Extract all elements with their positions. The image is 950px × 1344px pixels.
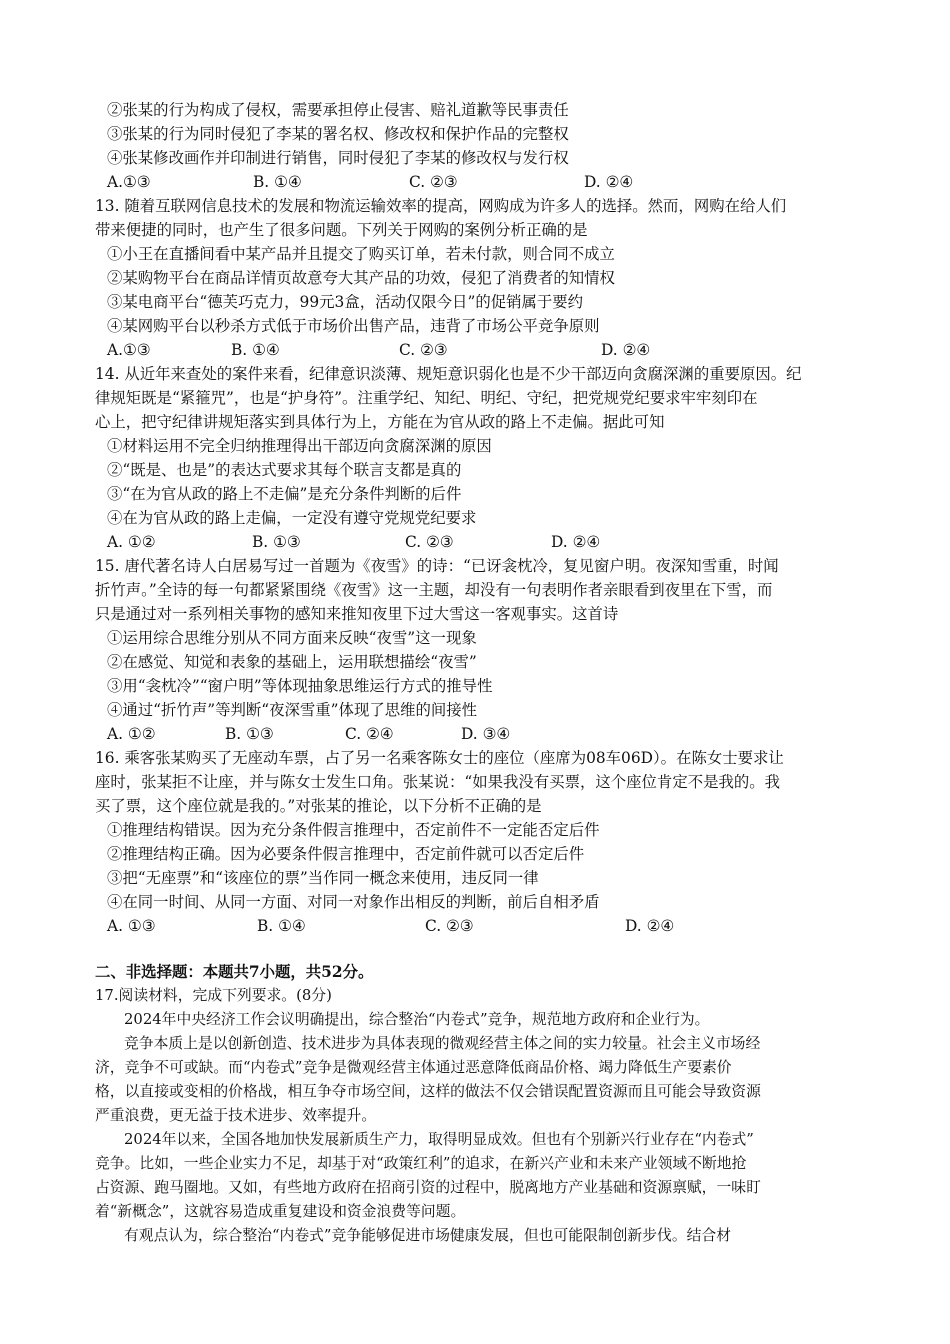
q15-stem-line-2: 折竹声。”全诗的每一句都紧紧围绕《夜雪》这一主题，却没有一句表明作者亲眼看到夜里在下雪，而 — [95, 581, 773, 599]
q12-choice-c[interactable]: C. ②③ — [409, 173, 458, 191]
q15-statement-4: ④通过“折竹声”等判断“夜深雪重”体现了思维的间接性 — [107, 701, 478, 719]
q14-choice-a[interactable]: A. ①② — [107, 533, 156, 551]
q13-choices — [107, 340, 707, 360]
q15-choice-d[interactable]: D. ③④ — [461, 725, 511, 743]
q16-choice-a[interactable]: A. ①③ — [107, 917, 156, 935]
q14-choices — [107, 532, 707, 552]
q16-stem-line-1: 16. 乘客张某购买了无座动车票，占了另一名乘客陈女士的座位（座席为08车06D）。在陈女士要求让 — [95, 749, 784, 767]
q14-choice-b[interactable]: B. ①③ — [252, 533, 301, 551]
q17-line-4: 格，以直接或变相的价格战，相互争夺市场空间，这样的做法不仅会错误配置资源而且可能会导致资源 — [95, 1083, 761, 1100]
q13-statement-2: ②某购物平台在商品详情页故意夸大其产品的功效，侵犯了消费者的知情权 — [107, 269, 615, 287]
q14-stem-line-3: 心上，把守纪律讲规矩落实到具体行为上，方能在为官从政的路上不走偏。据此可知 — [95, 413, 665, 431]
q17-line-8: 占资源、跑马圈地。又如，有些地方政府在招商引资的过程中，脱离地方产业基础和资源禀赋，一味盯 — [95, 1179, 761, 1196]
q17-header: 17.阅读材料，完成下列要求。(8分) — [95, 987, 332, 1004]
q14-stem-line-2: 律规矩既是“紧箍咒”，也是“护身符”。注重学纪、知纪、明纪、守纪，把党规党纪要求牢牢刻印在 — [95, 389, 758, 407]
q16-choice-b[interactable]: B. ①④ — [257, 917, 306, 935]
q16-stem-line-2: 座时，张某拒不让座，并与陈女士发生口角。张某说：“如果我没有买票，这个座位肯定不是我的。我 — [95, 773, 781, 791]
q16-statement-4: ④在同一时间、从同一方面、对同一对象作出相反的判断，前后自相矛盾 — [107, 893, 600, 911]
q12-statement-3: ③张某的行为同时侵犯了李某的署名权、修改权和保护作品的完整权 — [107, 125, 569, 143]
q16-statement-2: ②推理结构正确。因为必要条件假言推理中，否定前件就可以否定后件 — [107, 845, 585, 863]
q13-choice-b[interactable]: B. ①④ — [231, 341, 280, 359]
q14-statement-3: ③“在为官从政的路上不走偏”是充分条件判断的后件 — [107, 485, 462, 503]
q16-statement-3: ③把“无座票”和“该座位的票”当作同一概念来使用，违反同一律 — [107, 869, 539, 887]
q17-line-5: 严重浪费，更无益于技术进步、效率提升。 — [95, 1107, 377, 1124]
q13-statement-4: ④某网购平台以秒杀方式低于市场价出售产品，违背了市场公平竞争原则 — [107, 317, 600, 335]
q16-choice-d[interactable]: D. ②④ — [625, 917, 675, 935]
q17-line-1: 2024年中央经济工作会议明确提出，综合整治“内卷式”竞争，规范地方政府和企业行为。 — [124, 1011, 710, 1028]
q15-choice-a[interactable]: A. ①② — [107, 725, 156, 743]
q14-choice-d[interactable]: D. ②④ — [551, 533, 601, 551]
q13-choice-c[interactable]: C. ②③ — [399, 341, 448, 359]
q16-choice-c[interactable]: C. ②③ — [425, 917, 474, 935]
q14-statement-1: ①材料运用不完全归纳推理得出干部迈向贪腐深渊的原因 — [107, 437, 492, 455]
q15-choice-c[interactable]: C. ②④ — [345, 725, 394, 743]
q17-line-6: 2024年以来，全国各地加快发展新质生产力，取得明显成效。但也有个别新兴行业存在“内卷式” — [124, 1131, 754, 1148]
q13-stem-line-2: 带来便捷的同时，也产生了很多问题。下列关于网购的案例分析正确的是 — [95, 221, 588, 239]
q14-stem-line-1: 14. 从近年来查处的案件来看，纪律意识淡薄、规矩意识弱化也是不少干部迈向贪腐深渊的重要原因。纪 — [95, 365, 802, 383]
q13-statement-1: ①小王在直播间看中某产品并且提交了购买订单，若未付款，则合同不成立 — [107, 245, 615, 263]
q17-line-2: 竞争本质上是以创新创造、技术进步为具体表现的微观经营主体之间的实力较量。社会主义市场经 — [124, 1035, 761, 1052]
q12-statement-2: ②张某的行为构成了侵权，需要承担停止侵害、赔礼道歉等民事责任 — [107, 101, 569, 119]
q13-stem-line-1: 13. 随着互联网信息技术的发展和物流运输效率的提高，网购成为许多人的选择。然而，网购在给人们 — [95, 197, 787, 215]
q16-choices — [107, 916, 707, 936]
q12-choice-d[interactable]: D. ②④ — [584, 173, 634, 191]
q14-statement-2: ②“既是、也是”的表达式要求其每个联言支都是真的 — [107, 461, 462, 479]
q15-stem-line-3: 只是通过对一系列相关事物的感知来推知夜里下过大雪这一客观事实。这首诗 — [95, 605, 619, 623]
q12-choice-a[interactable]: A.①③ — [107, 173, 151, 191]
q16-statement-1: ①推理结构错误。因为充分条件假言推理中，否定前件不一定能否定后件 — [107, 821, 600, 839]
q15-statement-1: ①运用综合思维分别从不同方面来反映“夜雪”这一现象 — [107, 629, 477, 647]
q13-statement-3: ③某电商平台“德芙巧克力，99元3盒，活动仅限今日”的促销属于要约 — [107, 293, 584, 311]
q15-statement-3: ③用“衾枕冷”“窗户明”等体现抽象思维运行方式的推导性 — [107, 677, 493, 695]
q15-statement-2: ②在感觉、知觉和表象的基础上，运用联想描绘“夜雪” — [107, 653, 477, 671]
q14-choice-c[interactable]: C. ②③ — [405, 533, 454, 551]
q12-choice-b[interactable]: B. ①④ — [253, 173, 302, 191]
q13-choice-d[interactable]: D. ②④ — [601, 341, 651, 359]
q13-choice-a[interactable]: A.①③ — [107, 341, 151, 359]
q12-choices — [107, 172, 707, 192]
q17-line-9: 着“新概念”，这就容易造成重复建设和资金浪费等问题。 — [95, 1203, 466, 1220]
q17-line-3: 济，竞争不可或缺。而“内卷式”竞争是微观经营主体通过恶意降低商品价格、竭力降低生产要素价 — [95, 1059, 732, 1076]
q15-choices — [107, 724, 707, 744]
q14-statement-4: ④在为官从政的路上走偏，一定没有遵守党规党纪要求 — [107, 509, 477, 527]
q17-line-7: 竞争。比如，一些企业实力不足，却基于对“政策红利”的追求，在新兴产业和未来产业领域不断地抢 — [95, 1155, 747, 1172]
q16-stem-line-3: 买了票，这个座位就是我的。”对张某的推论，以下分析不正确的是 — [95, 797, 542, 815]
q15-choice-b[interactable]: B. ①③ — [225, 725, 274, 743]
q12-statement-4: ④张某修改画作并印制进行销售，同时侵犯了李某的修改权与发行权 — [107, 149, 569, 167]
q15-stem-line-1: 15. 唐代著名诗人白居易写过一首题为《夜雪》的诗：“已讶衾枕冷，复见窗户明。夜深知雪重，时闻 — [95, 557, 779, 575]
q17-line-10: 有观点认为，综合整治“内卷式”竞争能够促进市场健康发展，但也可能限制创新步伐。结合材 — [124, 1227, 732, 1244]
section-heading: 二、非选择题：本题共7小题，共52分。 — [95, 963, 374, 981]
